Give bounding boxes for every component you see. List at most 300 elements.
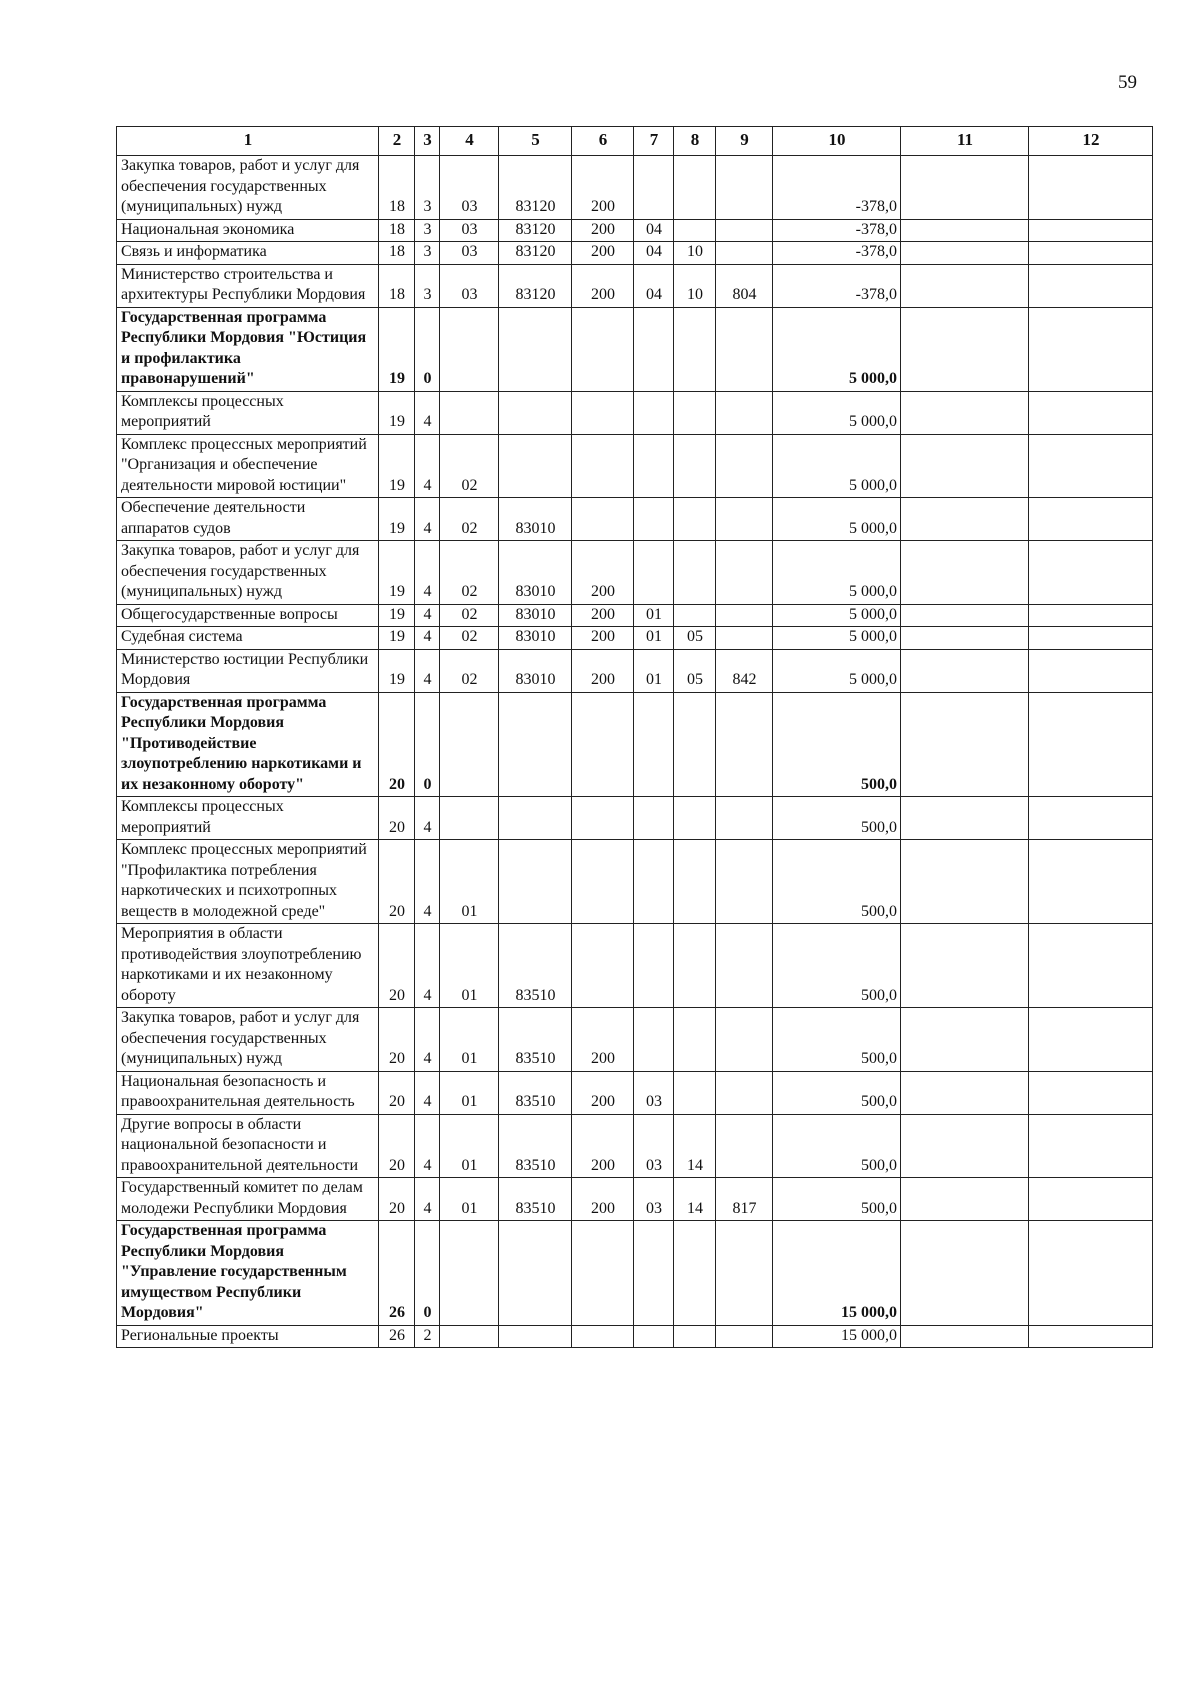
cell-col-6 (572, 498, 634, 541)
cell-col-8: 10 (674, 264, 716, 307)
cell-col-9 (716, 219, 773, 242)
cell-col-4: 01 (440, 1114, 499, 1178)
cell-col-7: 01 (634, 649, 674, 692)
cell-col-6: 200 (572, 242, 634, 265)
cell-col-12 (1029, 307, 1153, 391)
cell-amount: 5 000,0 (773, 391, 901, 434)
cell-amount: 500,0 (773, 797, 901, 840)
cell-col-9: 842 (716, 649, 773, 692)
cell-col-6 (572, 797, 634, 840)
cell-col-11 (901, 1008, 1029, 1072)
budget-table (116, 126, 1153, 1348)
cell-amount: 500,0 (773, 1008, 901, 1072)
cell-col-7 (634, 434, 674, 498)
cell-col-6 (572, 692, 634, 797)
cell-col-3: 4 (415, 604, 440, 627)
cell-col-12 (1029, 1114, 1153, 1178)
cell-col-12 (1029, 924, 1153, 1008)
cell-row-label: Национальная безопасность и правоохранительная деятельность (117, 1071, 379, 1114)
cell-col-12 (1029, 692, 1153, 797)
cell-col-7 (634, 1008, 674, 1072)
cell-col-9 (716, 498, 773, 541)
column-header: 5 (499, 127, 572, 156)
cell-col-4 (440, 797, 499, 840)
cell-row-label: Министерство юстиции Республики Мордовия (117, 649, 379, 692)
cell-col-8 (674, 604, 716, 627)
cell-row-label: Комплекс процессных мероприятий "Организация и обеспечение деятельности мировой юстиции" (117, 434, 379, 498)
column-header: 4 (440, 127, 499, 156)
cell-col-5 (499, 307, 572, 391)
cell-col-8: 05 (674, 649, 716, 692)
cell-col-6: 200 (572, 1008, 634, 1072)
cell-row-label: Закупка товаров, работ и услуг для обеспечения государственных (муниципальных) нужд (117, 1008, 379, 1072)
cell-col-3: 4 (415, 434, 440, 498)
cell-col-2: 19 (379, 541, 415, 605)
cell-col-2: 26 (379, 1325, 415, 1348)
cell-col-6 (572, 391, 634, 434)
cell-amount: 500,0 (773, 1114, 901, 1178)
cell-col-3: 4 (415, 924, 440, 1008)
cell-col-11 (901, 1114, 1029, 1178)
cell-col-3: 4 (415, 627, 440, 650)
cell-row-label: Комплексы процессных мероприятий (117, 391, 379, 434)
cell-row-label: Связь и информатика (117, 242, 379, 265)
cell-col-3: 3 (415, 264, 440, 307)
cell-col-3: 3 (415, 156, 440, 220)
cell-col-2: 19 (379, 649, 415, 692)
cell-col-5: 83510 (499, 1178, 572, 1221)
cell-col-2: 20 (379, 1008, 415, 1072)
cell-row-label: Обеспечение деятельности аппаратов судов (117, 498, 379, 541)
cell-col-11 (901, 264, 1029, 307)
table-row (117, 307, 1153, 391)
cell-col-11 (901, 840, 1029, 924)
cell-col-2: 20 (379, 924, 415, 1008)
cell-col-5 (499, 1221, 572, 1326)
column-header: 7 (634, 127, 674, 156)
cell-col-7 (634, 692, 674, 797)
cell-col-12 (1029, 434, 1153, 498)
cell-col-12 (1029, 264, 1153, 307)
cell-col-12 (1029, 391, 1153, 434)
cell-col-9 (716, 840, 773, 924)
cell-col-3: 3 (415, 242, 440, 265)
table-row (117, 391, 1153, 434)
cell-col-6: 200 (572, 1071, 634, 1114)
table-row (117, 242, 1153, 265)
cell-amount: 5 000,0 (773, 307, 901, 391)
cell-col-3: 4 (415, 1071, 440, 1114)
cell-col-7 (634, 498, 674, 541)
cell-amount: 15 000,0 (773, 1221, 901, 1326)
cell-col-7 (634, 924, 674, 1008)
cell-col-6 (572, 924, 634, 1008)
cell-col-5: 83010 (499, 498, 572, 541)
cell-amount: -378,0 (773, 219, 901, 242)
column-header: 6 (572, 127, 634, 156)
cell-row-label: Закупка товаров, работ и услуг для обеспечения государственных (муниципальных) нужд (117, 541, 379, 605)
cell-col-11 (901, 541, 1029, 605)
cell-col-4: 03 (440, 219, 499, 242)
cell-col-6: 200 (572, 219, 634, 242)
cell-col-9 (716, 541, 773, 605)
cell-col-8 (674, 840, 716, 924)
cell-row-label: Региональные проекты (117, 1325, 379, 1348)
cell-col-7: 04 (634, 264, 674, 307)
table-row (117, 649, 1153, 692)
cell-row-label: Государственная программа Республики Мордовия "Юстиция и профилактика правонарушений" (117, 307, 379, 391)
cell-col-4: 02 (440, 434, 499, 498)
cell-amount: 500,0 (773, 840, 901, 924)
cell-col-6: 200 (572, 264, 634, 307)
cell-col-2: 19 (379, 391, 415, 434)
cell-row-label: Мероприятия в области противодействия злоупотреблению наркотиками и их незаконному обороту (117, 924, 379, 1008)
cell-col-8 (674, 307, 716, 391)
cell-col-11 (901, 498, 1029, 541)
cell-col-8: 14 (674, 1178, 716, 1221)
cell-col-11 (901, 1071, 1029, 1114)
table-row (117, 156, 1153, 220)
table-row (117, 1008, 1153, 1072)
cell-row-label: Судебная система (117, 627, 379, 650)
cell-col-9 (716, 1071, 773, 1114)
cell-col-8 (674, 924, 716, 1008)
cell-col-7 (634, 1221, 674, 1326)
cell-col-4: 03 (440, 156, 499, 220)
cell-col-9 (716, 1008, 773, 1072)
cell-col-2: 19 (379, 604, 415, 627)
table-row (117, 692, 1153, 797)
cell-col-7 (634, 797, 674, 840)
cell-col-2: 18 (379, 242, 415, 265)
cell-col-11 (901, 797, 1029, 840)
cell-col-4 (440, 391, 499, 434)
table-row (117, 498, 1153, 541)
cell-col-4 (440, 1325, 499, 1348)
column-header: 3 (415, 127, 440, 156)
cell-col-8 (674, 1221, 716, 1326)
cell-col-5: 83010 (499, 649, 572, 692)
cell-col-12 (1029, 1325, 1153, 1348)
cell-col-3: 2 (415, 1325, 440, 1348)
cell-col-4: 01 (440, 1008, 499, 1072)
cell-col-6: 200 (572, 627, 634, 650)
cell-col-11 (901, 219, 1029, 242)
cell-col-5: 83120 (499, 242, 572, 265)
cell-col-9: 804 (716, 264, 773, 307)
cell-col-4: 02 (440, 498, 499, 541)
cell-col-11 (901, 649, 1029, 692)
cell-col-5 (499, 797, 572, 840)
cell-col-12 (1029, 1008, 1153, 1072)
table-row (117, 1178, 1153, 1221)
cell-col-2: 18 (379, 156, 415, 220)
table-row (117, 1071, 1153, 1114)
cell-col-9 (716, 307, 773, 391)
cell-col-6: 200 (572, 1114, 634, 1178)
cell-col-7: 01 (634, 604, 674, 627)
cell-col-5: 83510 (499, 1071, 572, 1114)
cell-amount: 15 000,0 (773, 1325, 901, 1348)
cell-col-12 (1029, 156, 1153, 220)
cell-col-8 (674, 434, 716, 498)
cell-col-8: 10 (674, 242, 716, 265)
cell-col-9 (716, 1221, 773, 1326)
cell-col-8 (674, 498, 716, 541)
cell-col-3: 4 (415, 1008, 440, 1072)
cell-col-11 (901, 1221, 1029, 1326)
cell-amount: -378,0 (773, 242, 901, 265)
table-header-row (117, 127, 1153, 156)
column-header: 10 (773, 127, 901, 156)
table-row (117, 924, 1153, 1008)
cell-col-7 (634, 1325, 674, 1348)
cell-row-label: Государственный комитет по делам молодежи Республики Мордовия (117, 1178, 379, 1221)
cell-col-3: 4 (415, 840, 440, 924)
cell-amount: 5 000,0 (773, 604, 901, 627)
cell-col-5: 83010 (499, 541, 572, 605)
cell-col-7: 03 (634, 1178, 674, 1221)
cell-col-7: 01 (634, 627, 674, 650)
cell-col-3: 0 (415, 692, 440, 797)
cell-amount: -378,0 (773, 264, 901, 307)
cell-col-2: 20 (379, 692, 415, 797)
cell-col-9 (716, 391, 773, 434)
cell-col-6: 200 (572, 649, 634, 692)
cell-row-label: Министерство строительства и архитектуры Республики Мордовия (117, 264, 379, 307)
cell-col-9 (716, 797, 773, 840)
cell-col-5: 83510 (499, 1008, 572, 1072)
cell-col-5 (499, 692, 572, 797)
cell-col-5 (499, 391, 572, 434)
table-row (117, 1325, 1153, 1348)
cell-col-6: 200 (572, 604, 634, 627)
cell-col-3: 4 (415, 797, 440, 840)
column-header: 2 (379, 127, 415, 156)
cell-col-5: 83120 (499, 219, 572, 242)
cell-col-5 (499, 1325, 572, 1348)
cell-col-4: 02 (440, 604, 499, 627)
cell-row-label: Общегосударственные вопросы (117, 604, 379, 627)
cell-col-5 (499, 840, 572, 924)
cell-col-7 (634, 391, 674, 434)
cell-col-12 (1029, 649, 1153, 692)
cell-col-4: 01 (440, 924, 499, 1008)
cell-amount: 5 000,0 (773, 627, 901, 650)
table-row (117, 264, 1153, 307)
cell-col-11 (901, 242, 1029, 265)
column-header: 8 (674, 127, 716, 156)
cell-col-9 (716, 242, 773, 265)
cell-col-6 (572, 434, 634, 498)
cell-col-9 (716, 1325, 773, 1348)
cell-col-11 (901, 924, 1029, 1008)
cell-col-7: 03 (634, 1071, 674, 1114)
cell-col-7: 04 (634, 219, 674, 242)
cell-col-8 (674, 1071, 716, 1114)
cell-col-4: 02 (440, 649, 499, 692)
cell-col-11 (901, 307, 1029, 391)
cell-col-4: 01 (440, 1071, 499, 1114)
cell-col-6 (572, 1221, 634, 1326)
cell-col-12 (1029, 541, 1153, 605)
cell-col-7: 03 (634, 1114, 674, 1178)
cell-col-11 (901, 391, 1029, 434)
cell-amount: 500,0 (773, 1178, 901, 1221)
cell-col-2: 20 (379, 1071, 415, 1114)
cell-col-12 (1029, 797, 1153, 840)
cell-col-8: 14 (674, 1114, 716, 1178)
cell-amount: 500,0 (773, 924, 901, 1008)
cell-amount: 5 000,0 (773, 498, 901, 541)
cell-col-3: 4 (415, 391, 440, 434)
cell-col-4: 01 (440, 1178, 499, 1221)
cell-col-8 (674, 797, 716, 840)
cell-col-3: 4 (415, 649, 440, 692)
cell-col-9 (716, 692, 773, 797)
cell-col-2: 19 (379, 498, 415, 541)
cell-col-11 (901, 1325, 1029, 1348)
table-row (117, 434, 1153, 498)
cell-col-5 (499, 434, 572, 498)
cell-col-8 (674, 1325, 716, 1348)
cell-col-11 (901, 156, 1029, 220)
cell-col-3: 4 (415, 541, 440, 605)
cell-col-7 (634, 541, 674, 605)
cell-row-label: Комплекс процессных мероприятий "Профилактика потребления наркотических и психотропных веществ в молодежной среде" (117, 840, 379, 924)
cell-col-7 (634, 156, 674, 220)
table-row (117, 1114, 1153, 1178)
cell-col-8 (674, 1008, 716, 1072)
cell-col-7: 04 (634, 242, 674, 265)
cell-col-4: 02 (440, 627, 499, 650)
cell-col-2: 20 (379, 1114, 415, 1178)
cell-col-2: 18 (379, 264, 415, 307)
cell-col-3: 0 (415, 1221, 440, 1326)
column-header: 11 (901, 127, 1029, 156)
cell-col-5: 83510 (499, 924, 572, 1008)
cell-col-9 (716, 627, 773, 650)
cell-col-2: 20 (379, 1178, 415, 1221)
cell-col-6 (572, 840, 634, 924)
cell-col-7 (634, 307, 674, 391)
cell-col-11 (901, 627, 1029, 650)
table-row (117, 1221, 1153, 1326)
table-row (117, 797, 1153, 840)
cell-col-11 (901, 434, 1029, 498)
cell-col-12 (1029, 1221, 1153, 1326)
cell-col-8 (674, 391, 716, 434)
cell-col-2: 26 (379, 1221, 415, 1326)
cell-amount: 5 000,0 (773, 434, 901, 498)
cell-col-6: 200 (572, 1178, 634, 1221)
cell-col-4: 03 (440, 242, 499, 265)
cell-amount: 5 000,0 (773, 541, 901, 605)
cell-row-label: Национальная экономика (117, 219, 379, 242)
cell-row-label: Государственная программа Республики Мордовия "Противодействие злоупотреблению наркотиками и их незаконному обороту" (117, 692, 379, 797)
cell-col-4 (440, 692, 499, 797)
cell-col-12 (1029, 604, 1153, 627)
cell-col-8 (674, 541, 716, 605)
cell-col-2: 20 (379, 840, 415, 924)
cell-amount: -378,0 (773, 156, 901, 220)
cell-col-11 (901, 1178, 1029, 1221)
cell-col-5: 83120 (499, 264, 572, 307)
cell-col-12 (1029, 1178, 1153, 1221)
cell-col-6: 200 (572, 541, 634, 605)
cell-col-7 (634, 840, 674, 924)
cell-col-6 (572, 307, 634, 391)
cell-col-4: 02 (440, 541, 499, 605)
cell-col-3: 0 (415, 307, 440, 391)
cell-amount: 500,0 (773, 692, 901, 797)
table-row (117, 604, 1153, 627)
cell-col-2: 18 (379, 219, 415, 242)
cell-col-11 (901, 604, 1029, 627)
column-header: 1 (117, 127, 379, 156)
cell-col-3: 4 (415, 498, 440, 541)
cell-col-6 (572, 1325, 634, 1348)
cell-col-4 (440, 307, 499, 391)
cell-col-5: 83510 (499, 1114, 572, 1178)
table-row (117, 219, 1153, 242)
cell-col-4: 01 (440, 840, 499, 924)
cell-col-8: 05 (674, 627, 716, 650)
cell-col-12 (1029, 242, 1153, 265)
cell-col-3: 4 (415, 1114, 440, 1178)
cell-col-12 (1029, 219, 1153, 242)
cell-amount: 5 000,0 (773, 649, 901, 692)
cell-col-8 (674, 692, 716, 797)
cell-col-5: 83010 (499, 627, 572, 650)
column-header: 9 (716, 127, 773, 156)
cell-col-4: 03 (440, 264, 499, 307)
cell-col-8 (674, 219, 716, 242)
cell-col-12 (1029, 840, 1153, 924)
cell-col-9 (716, 156, 773, 220)
cell-col-2: 20 (379, 797, 415, 840)
cell-col-9 (716, 1114, 773, 1178)
table-row (117, 840, 1153, 924)
table-row (117, 627, 1153, 650)
cell-col-11 (901, 692, 1029, 797)
cell-col-12 (1029, 627, 1153, 650)
cell-col-2: 19 (379, 307, 415, 391)
cell-col-9 (716, 434, 773, 498)
cell-col-12 (1029, 1071, 1153, 1114)
cell-col-9 (716, 924, 773, 1008)
table-row (117, 541, 1153, 605)
cell-col-3: 4 (415, 1178, 440, 1221)
cell-row-label: Другие вопросы в области национальной безопасности и правоохранительной деятельности (117, 1114, 379, 1178)
cell-amount: 500,0 (773, 1071, 901, 1114)
cell-row-label: Государственная программа Республики Мордовия "Управление государственным имуществом Республики Мордовия" (117, 1221, 379, 1326)
cell-col-9 (716, 604, 773, 627)
page-number: 59 (1118, 72, 1137, 93)
cell-col-4 (440, 1221, 499, 1326)
column-header: 12 (1029, 127, 1153, 156)
cell-col-5: 83010 (499, 604, 572, 627)
cell-row-label: Комплексы процессных мероприятий (117, 797, 379, 840)
cell-col-3: 3 (415, 219, 440, 242)
cell-col-2: 19 (379, 434, 415, 498)
cell-col-6: 200 (572, 156, 634, 220)
cell-col-12 (1029, 498, 1153, 541)
cell-col-2: 19 (379, 627, 415, 650)
cell-row-label: Закупка товаров, работ и услуг для обеспечения государственных (муниципальных) нужд (117, 156, 379, 220)
cell-col-9: 817 (716, 1178, 773, 1221)
cell-col-8 (674, 156, 716, 220)
